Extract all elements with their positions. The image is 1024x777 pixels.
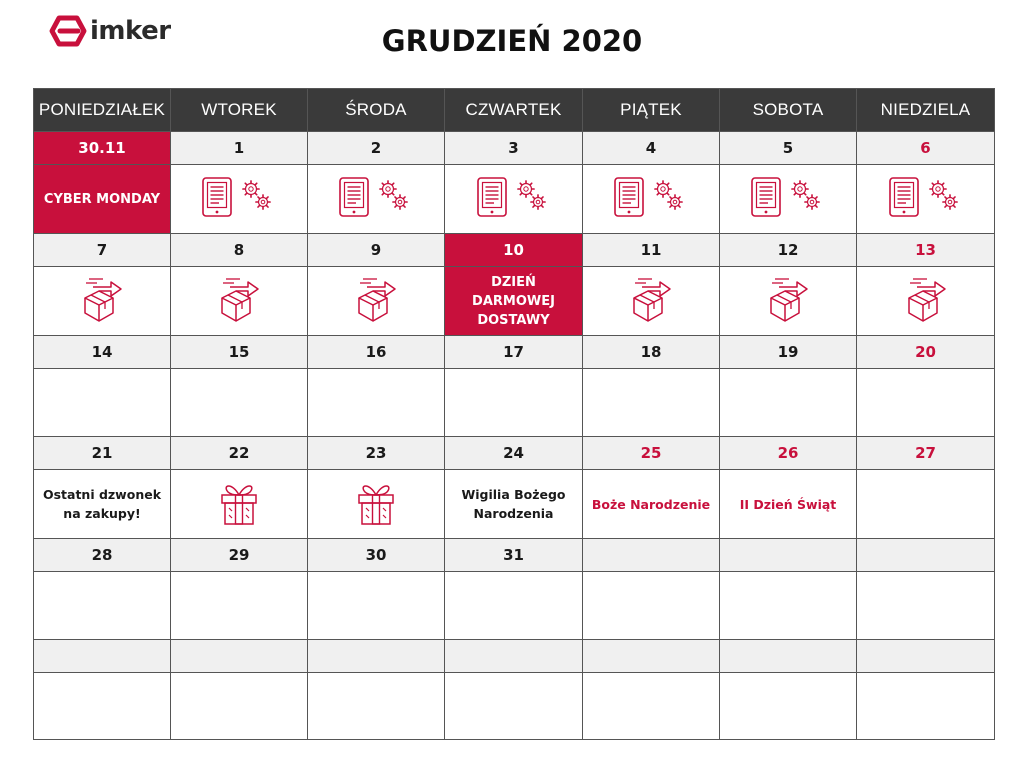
date-cell: 8 xyxy=(171,234,308,267)
date-cell xyxy=(308,640,445,673)
week-1-dates xyxy=(34,132,995,165)
day-header-wednesday: ŚRODA xyxy=(308,89,445,132)
event-cell xyxy=(171,470,308,539)
day-header-sunday: NIEDZIELA xyxy=(857,89,995,132)
event-cell xyxy=(308,369,445,437)
package-delivery-icon xyxy=(901,274,951,329)
event-cell xyxy=(445,673,583,740)
event-christmas-eve xyxy=(445,470,583,539)
date-cell: 12 xyxy=(720,234,857,267)
ebook-settings-icon xyxy=(613,175,689,224)
ebook-settings-icon xyxy=(338,175,414,224)
event-cell xyxy=(445,572,583,640)
event-cell xyxy=(857,165,995,234)
event-last-call xyxy=(34,470,171,539)
date-cell: 21 xyxy=(34,437,171,470)
date-cell: 6 xyxy=(857,132,995,165)
date-cell: 19 xyxy=(720,336,857,369)
date-cell: 29 xyxy=(171,539,308,572)
ebook-settings-icon xyxy=(476,175,552,224)
gift-icon xyxy=(353,477,399,532)
event-cell xyxy=(720,673,857,740)
event-cell xyxy=(308,165,445,234)
gift-icon xyxy=(216,477,262,532)
event-text-line: DARMOWEJ xyxy=(472,293,555,309)
date-cell: 31 xyxy=(445,539,583,572)
date-cell: 30 xyxy=(308,539,445,572)
date-cell: 23 xyxy=(308,437,445,470)
event-cell xyxy=(583,572,720,640)
event-cell xyxy=(445,165,583,234)
ebook-settings-icon xyxy=(201,175,277,224)
event-text-line: Wigilia Bożego xyxy=(461,487,566,502)
week-5-content xyxy=(34,572,995,640)
date-cell xyxy=(445,640,583,673)
week-1-content xyxy=(34,165,995,234)
ebook-settings-icon xyxy=(888,175,964,224)
week-4-dates xyxy=(34,437,995,470)
date-cell: 20 xyxy=(857,336,995,369)
date-cell: 28 xyxy=(34,539,171,572)
date-cell: 25 xyxy=(583,437,720,470)
logo-text: imker xyxy=(90,16,171,46)
calendar xyxy=(33,88,995,740)
event-text-line: Narodzenia xyxy=(473,506,554,521)
date-cell xyxy=(34,640,171,673)
event-cell xyxy=(34,267,171,336)
event-free-delivery xyxy=(445,267,583,336)
date-cell: 15 xyxy=(171,336,308,369)
package-delivery-icon xyxy=(626,274,676,329)
ebook-settings-icon xyxy=(750,175,826,224)
event-text-line: DZIEŃ xyxy=(491,274,536,290)
date-cell: 1 xyxy=(171,132,308,165)
date-cell xyxy=(857,640,995,673)
event-cell xyxy=(171,673,308,740)
event-cell xyxy=(171,165,308,234)
event-cell xyxy=(857,369,995,437)
event-cell xyxy=(720,267,857,336)
date-cell xyxy=(720,539,857,572)
date-cell xyxy=(583,539,720,572)
date-cell: 27 xyxy=(857,437,995,470)
week-4-content xyxy=(34,470,995,539)
package-delivery-icon xyxy=(77,274,127,329)
week-5-dates xyxy=(34,539,995,572)
event-cell xyxy=(171,572,308,640)
week-6-content xyxy=(34,673,995,740)
event-cell xyxy=(857,572,995,640)
event-cell xyxy=(308,470,445,539)
event-text-line: II Dzień Świąt xyxy=(739,496,837,512)
week-2-content xyxy=(34,267,995,336)
event-cell xyxy=(445,369,583,437)
date-cell: 16 xyxy=(308,336,445,369)
event-cell xyxy=(720,369,857,437)
event-text-line: na zakupy! xyxy=(63,506,141,521)
day-header-tuesday: WTOREK xyxy=(171,89,308,132)
page-title: GRUDZIEŃ 2020 xyxy=(381,24,643,58)
date-cell xyxy=(171,640,308,673)
date-cell: 26 xyxy=(720,437,857,470)
date-cell: 3 xyxy=(445,132,583,165)
date-cell: 7 xyxy=(34,234,171,267)
day-header-row xyxy=(34,89,995,132)
event-cell xyxy=(583,165,720,234)
event-second-day xyxy=(720,470,857,539)
event-cell xyxy=(34,369,171,437)
day-header-monday: PONIEDZIAŁEK xyxy=(34,89,171,132)
date-cell: 4 xyxy=(583,132,720,165)
event-cell xyxy=(308,267,445,336)
date-cell: 13 xyxy=(857,234,995,267)
event-cell xyxy=(857,470,995,539)
date-cell: 9 xyxy=(308,234,445,267)
event-cell xyxy=(34,673,171,740)
date-cell xyxy=(583,640,720,673)
date-cell: 30.11 xyxy=(34,132,171,165)
date-cell: 10 xyxy=(445,234,583,267)
package-delivery-icon xyxy=(763,274,813,329)
package-delivery-icon xyxy=(214,274,264,329)
date-cell: 2 xyxy=(308,132,445,165)
event-cell xyxy=(583,267,720,336)
event-cell xyxy=(34,572,171,640)
week-6-dates xyxy=(34,640,995,673)
event-cell xyxy=(308,572,445,640)
event-text-line: Boże Narodzenie xyxy=(591,496,711,512)
event-cell xyxy=(720,165,857,234)
event-cell xyxy=(857,267,995,336)
week-3-content xyxy=(34,369,995,437)
event-cell xyxy=(857,673,995,740)
event-cell xyxy=(171,267,308,336)
event-cyber-monday: CYBER MONDAY xyxy=(34,165,171,234)
week-2-dates xyxy=(34,234,995,267)
event-cell xyxy=(583,673,720,740)
date-cell: 11 xyxy=(583,234,720,267)
event-cell xyxy=(308,673,445,740)
date-cell: 18 xyxy=(583,336,720,369)
date-cell: 24 xyxy=(445,437,583,470)
event-text-line: DOSTAWY xyxy=(477,312,550,328)
event-cell xyxy=(720,572,857,640)
event-christmas xyxy=(583,470,720,539)
date-cell xyxy=(720,640,857,673)
date-cell: 5 xyxy=(720,132,857,165)
event-cell xyxy=(171,369,308,437)
day-header-thursday: CZWARTEK xyxy=(445,89,583,132)
day-header-friday: PIĄTEK xyxy=(583,89,720,132)
week-3-dates xyxy=(34,336,995,369)
date-cell: 14 xyxy=(34,336,171,369)
date-cell xyxy=(857,539,995,572)
day-header-saturday: SOBOTA xyxy=(720,89,857,132)
date-cell: 22 xyxy=(171,437,308,470)
date-cell: 17 xyxy=(445,336,583,369)
event-text-line: Ostatni dzwonek xyxy=(42,487,162,502)
package-delivery-icon xyxy=(351,274,401,329)
event-cell xyxy=(583,369,720,437)
